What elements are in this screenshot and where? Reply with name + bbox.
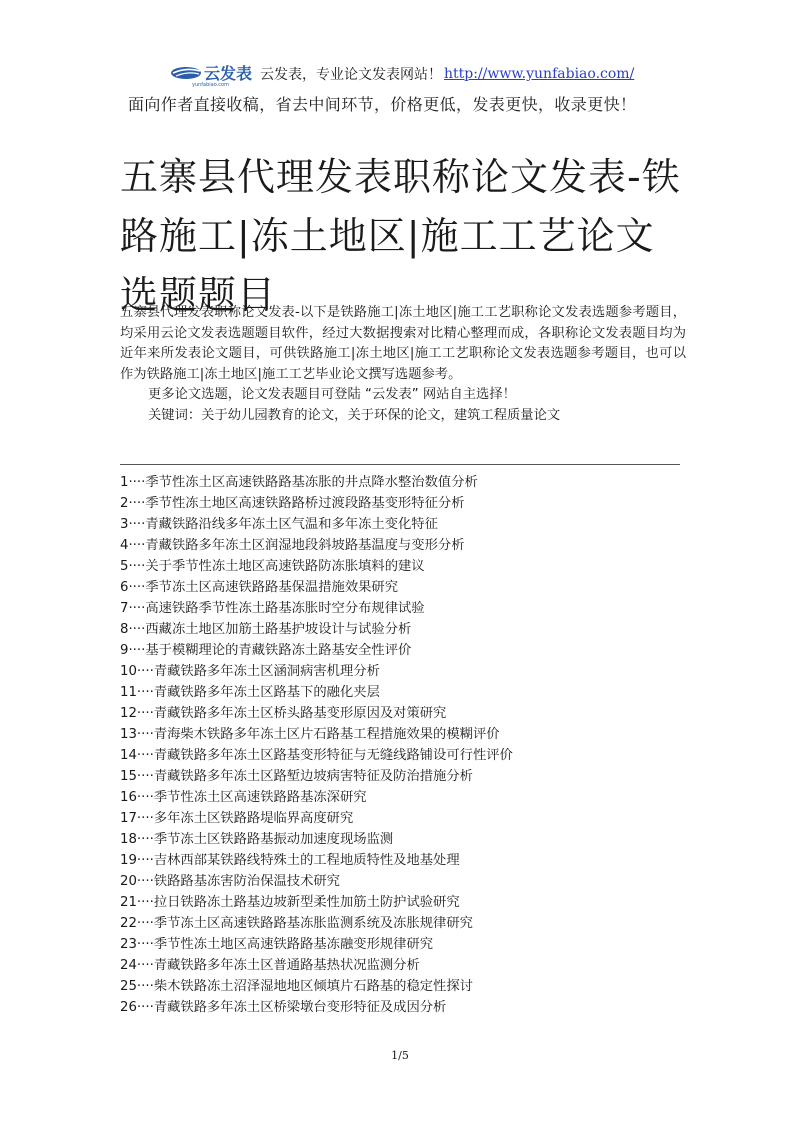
site-url-link[interactable]: http://www.yunfabiao.com/ — [444, 66, 635, 82]
site-slogan: 面向作者直接收稿，省去中间环节，价格更低，发表更快，收录更快！ — [128, 95, 637, 114]
topic-item: 5····关于季节性冻土地区高速铁路防冻胀填料的建议 — [120, 559, 425, 574]
document-title: 五寨县代理发表职称论文发表-铁路施工|冻土地区|施工工艺论文选题题目 — [120, 155, 681, 318]
topic-item: 6····季节冻土区高速铁路路基保温措施效果研究 — [120, 580, 399, 595]
topic-item: 13····青海柴木铁路多年冻土区片石路基工程措施效果的模糊评价 — [120, 727, 500, 742]
intro-paragraph: 五寨县代理发表职称论文发表-以下是铁路施工|冻土地区|施工工艺职称论文发表选题参考题目，均采用云论文发表选题题目软件，经过大数据搜索对比精心整理而成，各职称论文发表题目均为近年来所发表论文题目，可供铁路施工|冻土地区|施工工艺职称论文发表选题参考题目，也可以作为铁路施工|冻土地区|施工工艺毕业论文撰写选题参考。 — [120, 305, 686, 382]
site-header — [170, 62, 634, 86]
topic-item: 10····青藏铁路多年冻土区涵洞病害机理分析 — [120, 664, 380, 679]
topic-item: 12····青藏铁路多年冻土区桥头路基变形原因及对策研究 — [120, 706, 447, 721]
intro-section — [120, 303, 686, 426]
more-info-line: 更多论文选题，论文发表题目可登陆 “云发表” 网站自主选择！ — [148, 387, 516, 402]
cloud-logo-icon — [170, 64, 202, 80]
topic-item: 20····铁路路基冻害防治保温技术研究 — [120, 874, 340, 889]
logo-text: 云发表 — [204, 63, 253, 83]
page-number: 1/5 — [391, 1049, 409, 1062]
topic-item: 19····吉林西部某铁路线特殊土的工程地质特性及地基处理 — [120, 853, 460, 868]
topic-item: 11····青藏铁路多年冻土区路基下的融化夹层 — [120, 685, 380, 700]
topic-item: 22····季节冻土区高速铁路路基冻胀监测系统及冻胀规律研究 — [120, 916, 473, 931]
topic-item: 3····青藏铁路沿线多年冻土区气温和多年冻土变化特征 — [120, 517, 438, 532]
topic-list — [120, 472, 690, 1018]
topic-item: 15····青藏铁路多年冻土区路堑边坡病害特征及防治措施分析 — [120, 769, 473, 784]
topic-item: 26····青藏铁路多年冻土区桥梁墩台变形特征及成因分析 — [120, 1000, 447, 1015]
topic-item: 25····柴木铁路冻土沼泽湿地地区倾填片石路基的稳定性探讨 — [120, 979, 473, 994]
site-tagline: 云发表，专业论文发表网站！ — [260, 67, 443, 83]
topic-item: 2····季节性冻土地区高速铁路路桥过渡段路基变形特征分析 — [120, 496, 465, 511]
topic-item: 9····基于模糊理论的青藏铁路冻土路基安全性评价 — [120, 643, 412, 658]
topic-item: 23····季节性冻土地区高速铁路路基冻融变形规律研究 — [120, 937, 434, 952]
topic-item: 18····季节冻土区铁路路基振动加速度现场监测 — [120, 832, 394, 847]
site-logo[interactable] — [170, 61, 252, 88]
topic-item: 1····季节性冻土区高速铁路路基冻胀的井点降水整治数值分析 — [120, 475, 478, 490]
topic-item: 24····青藏铁路多年冻土区普通路基热状况监测分析 — [120, 958, 420, 973]
topic-item: 16····季节性冻土区高速铁路路基冻深研究 — [120, 790, 367, 805]
topic-item: 17····多年冻土区铁路路堤临界高度研究 — [120, 811, 354, 826]
logo-domain: yunfabiao.com — [192, 81, 229, 88]
topic-item: 8····西藏冻土地区加筋土路基护坡设计与试验分析 — [120, 622, 412, 637]
section-divider — [120, 464, 680, 465]
topic-item: 21····拉日铁路冻土路基边坡新型柔性加筋土防护试验研究 — [120, 895, 460, 910]
topic-item: 7····高速铁路季节性冻土路基冻胀时空分布规律试验 — [120, 601, 425, 616]
topic-item: 14····青藏铁路多年冻土区路基变形特征与无缝线路铺设可行性评价 — [120, 748, 513, 763]
topic-item: 4····青藏铁路多年冻土区润湿地段斜坡路基温度与变形分析 — [120, 538, 465, 553]
keywords-line: 关键词：关于幼儿园教育的论文，关于环保的论文，建筑工程质量论文 — [148, 407, 561, 423]
